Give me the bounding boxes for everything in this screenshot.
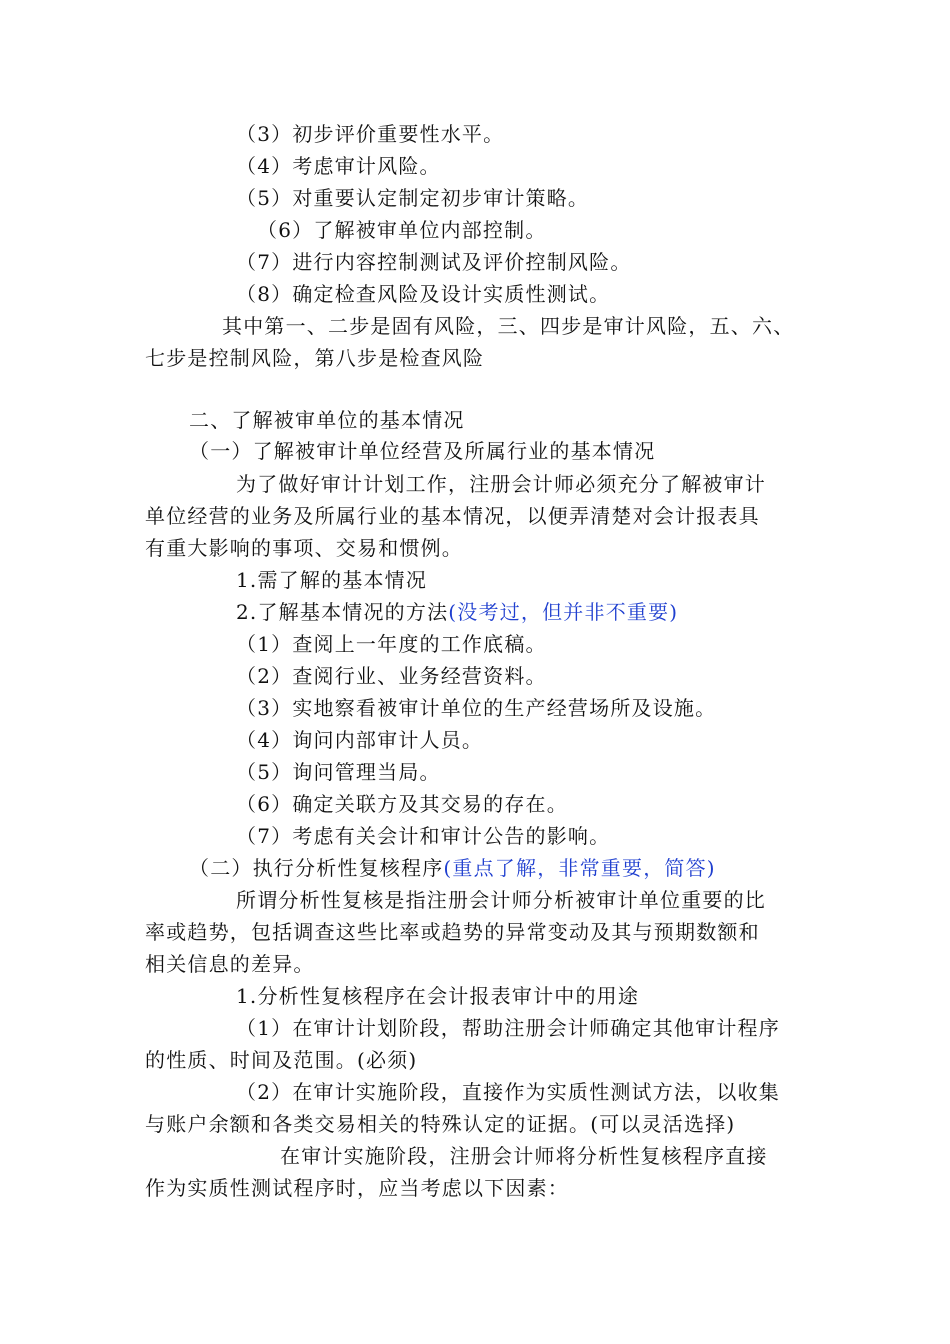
section-heading: 二、了解被审单位的基本情况 — [189, 408, 465, 432]
list-item: （7）考虑有关会计和审计公告的影响。 — [236, 824, 611, 848]
paragraph-line: 所谓分析性复核是指注册会计师分析被审计单位重要的比 — [236, 888, 766, 912]
paragraph-line: 七步是控制风险，第八步是检查风险 — [145, 346, 485, 370]
paragraph-line: 为了做好审计计划工作，注册会计师必须充分了解被审计 — [236, 472, 766, 496]
list-item: 1.分析性复核程序在会计报表审计中的用途 — [236, 984, 640, 1008]
paragraph-line: 与账户余额和各类交易相关的特殊认定的证据。(可以灵活选择) — [145, 1112, 736, 1136]
paragraph-line: 在审计实施阶段，注册会计师将分析性复核程序直接 — [280, 1144, 768, 1168]
list-item: （6）了解被审单位内部控制。 — [257, 218, 547, 242]
paragraph-line: 作为实质性测试程序时，应当考虑以下因素： — [145, 1176, 569, 1200]
list-item: （5）对重要认定制定初步审计策略。 — [236, 186, 590, 210]
list-item: （5）询问管理当局。 — [236, 760, 441, 784]
paragraph-line: 的性质、时间及范围。(必须) — [145, 1048, 418, 1072]
subsection-heading: （一）了解被审计单位经营及所属行业的基本情况 — [189, 439, 656, 463]
subsection-heading — [189, 855, 716, 881]
list-item: （7）进行内容控制测试及评价控制风险。 — [236, 250, 632, 274]
list-item-text: 2.了解基本情况的方法 — [236, 600, 449, 624]
list-item: （4）询问内部审计人员。 — [236, 728, 484, 752]
list-item: （6）确定关联方及其交易的存在。 — [236, 792, 568, 816]
paragraph-line: 有重大影响的事项、交易和惯例。 — [145, 536, 463, 560]
list-item: （4）考虑审计风险。 — [236, 154, 441, 178]
list-item: （3）初步评价重要性水平。 — [236, 122, 505, 146]
heading-text: （二）执行分析性复核程序 — [189, 856, 444, 880]
paragraph-line: （1）在审计计划阶段，帮助注册会计师确定其他审计程序 — [236, 1016, 780, 1040]
list-item: （1）查阅上一年度的工作底稿。 — [236, 632, 547, 656]
list-item: （8）确定检查风险及设计实质性测试。 — [236, 282, 611, 306]
list-item: （3）实地察看被审计单位的生产经营场所及设施。 — [236, 696, 717, 720]
note-highlight: (没考过，但并非不重要) — [448, 600, 679, 624]
paragraph-line: （2）在审计实施阶段，直接作为实质性测试方法，以收集 — [236, 1080, 780, 1104]
paragraph-line: 其中第一、二步是固有风险，三、四步是审计风险，五、六、 — [222, 314, 795, 338]
note-highlight: (重点了解，非常重要，简答) — [443, 856, 716, 880]
list-item: （2）查阅行业、业务经营资料。 — [236, 664, 547, 688]
paragraph-line: 单位经营的业务及所属行业的基本情况，以便弄清楚对会计报表具 — [145, 504, 760, 528]
list-item: 1.需了解的基本情况 — [236, 568, 428, 592]
paragraph-line: 相关信息的差异。 — [145, 952, 315, 976]
paragraph-line: 率或趋势，包括调查这些比率或趋势的异常变动及其与预期数额和 — [145, 920, 760, 944]
list-item — [236, 599, 678, 625]
